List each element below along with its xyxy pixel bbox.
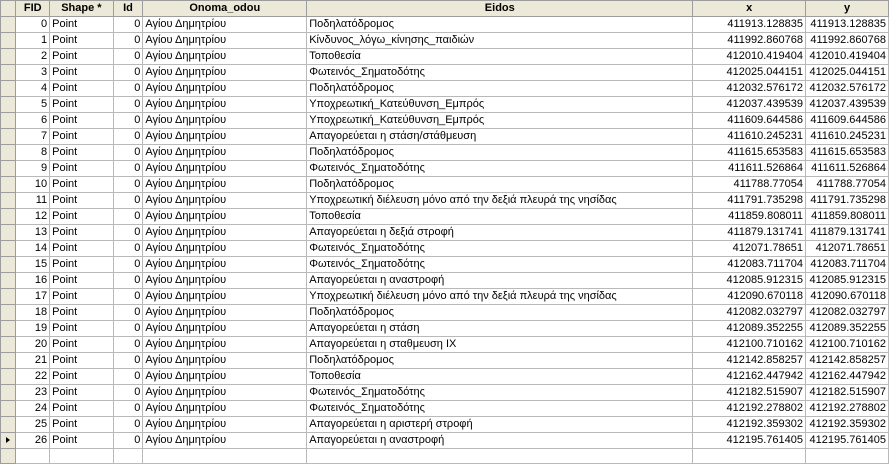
cell-shape[interactable]: Point xyxy=(50,33,114,49)
cell-eidos[interactable]: Κίνδυνος_λόγω_κίνησης_παιδιών xyxy=(307,33,693,49)
cell-shape[interactable]: Point xyxy=(50,17,114,33)
row-selector[interactable] xyxy=(1,449,16,464)
cell-y[interactable]: 412162.447942 xyxy=(806,369,889,385)
cell-x[interactable]: 411879.131741 xyxy=(693,225,806,241)
cell-x[interactable]: 412037.439539 xyxy=(693,97,806,113)
column-header-id[interactable]: Id xyxy=(113,1,143,17)
cell-shape[interactable]: Point xyxy=(50,145,114,161)
table-row[interactable] xyxy=(1,417,889,433)
cell-onoma-odou[interactable]: Αγίου Δημητρίου xyxy=(143,369,307,385)
empty-cell xyxy=(693,449,806,464)
row-selector[interactable] xyxy=(1,145,16,161)
cell-onoma-odou[interactable]: Αγίου Δημητρίου xyxy=(143,145,307,161)
row-selector[interactable] xyxy=(1,161,16,177)
row-selector[interactable] xyxy=(1,17,16,33)
cell-x[interactable]: 412085.912315 xyxy=(693,273,806,289)
row-selector[interactable] xyxy=(1,321,16,337)
table-row[interactable] xyxy=(1,401,889,417)
row-selector[interactable] xyxy=(1,33,16,49)
table-row[interactable] xyxy=(1,97,889,113)
cell-x[interactable]: 412100.710162 xyxy=(693,337,806,353)
cell-fid[interactable]: 9 xyxy=(16,161,50,177)
cell-y[interactable]: 412082.032797 xyxy=(806,305,889,321)
cell-y[interactable]: 412083.711704 xyxy=(806,257,889,273)
cell-id[interactable]: 0 xyxy=(113,401,143,417)
cell-onoma-odou[interactable]: Αγίου Δημητρίου xyxy=(143,353,307,369)
cell-eidos[interactable]: Ποδηλατόδρομος xyxy=(307,177,693,193)
cell-x[interactable]: 412192.359302 xyxy=(693,417,806,433)
cell-eidos[interactable]: Υποχρεωτική διέλευση μόνο από την δεξιά πλευρά της νησίδας xyxy=(307,289,693,305)
cell-shape[interactable]: Point xyxy=(50,433,114,449)
row-selector[interactable] xyxy=(1,177,16,193)
cell-fid[interactable]: 8 xyxy=(16,145,50,161)
cell-y[interactable]: 411788.77054 xyxy=(806,177,889,193)
cell-fid[interactable]: 21 xyxy=(16,353,50,369)
cell-eidos[interactable]: Ποδηλατόδρομος xyxy=(307,145,693,161)
cell-onoma-odou[interactable]: Αγίου Δημητρίου xyxy=(143,97,307,113)
cell-y[interactable]: 411610.245231 xyxy=(806,129,889,145)
cell-x[interactable]: 412162.447942 xyxy=(693,369,806,385)
cell-shape[interactable]: Point xyxy=(50,177,114,193)
cell-x[interactable]: 411609.644586 xyxy=(693,113,806,129)
cell-y[interactable]: 411992.860768 xyxy=(806,33,889,49)
cell-onoma-odou[interactable]: Αγίου Δημητρίου xyxy=(143,273,307,289)
cell-fid[interactable]: 11 xyxy=(16,193,50,209)
empty-cell xyxy=(16,449,50,464)
cell-y[interactable]: 412010.419404 xyxy=(806,49,889,65)
cell-x[interactable]: 412083.711704 xyxy=(693,257,806,273)
cell-shape[interactable]: Point xyxy=(50,97,114,113)
cell-eidos[interactable]: Τοποθεσία xyxy=(307,369,693,385)
cell-onoma-odou[interactable]: Αγίου Δημητρίου xyxy=(143,65,307,81)
empty-cell xyxy=(307,449,693,464)
cell-y[interactable]: 411609.644586 xyxy=(806,113,889,129)
cell-fid[interactable]: 23 xyxy=(16,385,50,401)
cell-shape[interactable]: Point xyxy=(50,49,114,65)
row-selector[interactable] xyxy=(1,209,16,225)
cell-onoma-odou[interactable]: Αγίου Δημητρίου xyxy=(143,49,307,65)
cell-fid[interactable]: 14 xyxy=(16,241,50,257)
cell-x[interactable]: 411610.245231 xyxy=(693,129,806,145)
cell-fid[interactable]: 1 xyxy=(16,33,50,49)
cell-id[interactable]: 0 xyxy=(113,369,143,385)
cell-id[interactable]: 0 xyxy=(113,385,143,401)
cell-onoma-odou[interactable]: Αγίου Δημητρίου xyxy=(143,241,307,257)
cell-id[interactable]: 0 xyxy=(113,305,143,321)
cell-fid[interactable]: 6 xyxy=(16,113,50,129)
cell-eidos[interactable]: Υποχρεωτική_Κατεύθυνση_Εμπρός xyxy=(307,113,693,129)
column-header-shape[interactable]: Shape * xyxy=(50,1,114,17)
column-header-onoma-odou[interactable]: Onoma_odou xyxy=(143,1,307,17)
cell-fid[interactable]: 0 xyxy=(16,17,50,33)
cell-id[interactable]: 0 xyxy=(113,241,143,257)
row-selector[interactable] xyxy=(1,81,16,97)
cell-eidos[interactable]: Ποδηλατόδρομος xyxy=(307,81,693,97)
cell-id[interactable]: 0 xyxy=(113,353,143,369)
empty-row xyxy=(1,449,889,464)
row-selector[interactable] xyxy=(1,417,16,433)
cell-fid[interactable]: 13 xyxy=(16,225,50,241)
table-row[interactable] xyxy=(1,33,889,49)
cell-eidos[interactable]: Ποδηλατόδρομος xyxy=(307,305,693,321)
cell-onoma-odou[interactable]: Αγίου Δημητρίου xyxy=(143,81,307,97)
cell-eidos[interactable]: Φωτεινός_Σηματοδότης xyxy=(307,401,693,417)
current-row-marker-icon xyxy=(6,437,10,443)
cell-y[interactable]: 412182.515907 xyxy=(806,385,889,401)
cell-fid[interactable]: 25 xyxy=(16,417,50,433)
cell-eidos[interactable]: Φωτεινός_Σηματοδότης xyxy=(307,161,693,177)
cell-shape[interactable]: Point xyxy=(50,369,114,385)
row-selector[interactable] xyxy=(1,305,16,321)
cell-fid[interactable]: 2 xyxy=(16,49,50,65)
cell-onoma-odou[interactable]: Αγίου Δημητρίου xyxy=(143,113,307,129)
cell-x[interactable]: 412082.032797 xyxy=(693,305,806,321)
cell-id[interactable]: 0 xyxy=(113,289,143,305)
cell-x[interactable]: 411791.735298 xyxy=(693,193,806,209)
cell-onoma-odou[interactable]: Αγίου Δημητρίου xyxy=(143,401,307,417)
cell-id[interactable]: 0 xyxy=(113,113,143,129)
cell-x[interactable]: 412182.515907 xyxy=(693,385,806,401)
cell-fid[interactable]: 24 xyxy=(16,401,50,417)
row-selector[interactable] xyxy=(1,353,16,369)
table-row[interactable] xyxy=(1,193,889,209)
row-selector[interactable] xyxy=(1,369,16,385)
table-row[interactable] xyxy=(1,81,889,97)
table-row[interactable] xyxy=(1,113,889,129)
row-selector[interactable] xyxy=(1,225,16,241)
cell-id[interactable]: 0 xyxy=(113,321,143,337)
cell-shape[interactable]: Point xyxy=(50,257,114,273)
table-header-row xyxy=(1,1,889,17)
cell-id[interactable]: 0 xyxy=(113,257,143,273)
cell-x[interactable]: 411615.653583 xyxy=(693,145,806,161)
table-row[interactable] xyxy=(1,209,889,225)
row-selector[interactable] xyxy=(1,273,16,289)
cell-shape[interactable]: Point xyxy=(50,273,114,289)
cell-shape[interactable]: Point xyxy=(50,353,114,369)
cell-onoma-odou[interactable]: Αγίου Δημητρίου xyxy=(143,417,307,433)
cell-onoma-odou[interactable]: Αγίου Δημητρίου xyxy=(143,177,307,193)
cell-fid[interactable]: 17 xyxy=(16,289,50,305)
cell-x[interactable]: 412071.78651 xyxy=(693,241,806,257)
cell-eidos[interactable]: Απαγορεύεται η στάση xyxy=(307,321,693,337)
row-selector[interactable] xyxy=(1,193,16,209)
cell-x[interactable]: 411788.77054 xyxy=(693,177,806,193)
cell-onoma-odou[interactable]: Αγίου Δημητρίου xyxy=(143,289,307,305)
cell-onoma-odou[interactable]: Αγίου Δημητρίου xyxy=(143,257,307,273)
cell-onoma-odou[interactable]: Αγίου Δημητρίου xyxy=(143,161,307,177)
empty-cell xyxy=(143,449,307,464)
cell-onoma-odou[interactable]: Αγίου Δημητρίου xyxy=(143,209,307,225)
cell-id[interactable]: 0 xyxy=(113,209,143,225)
cell-y[interactable]: 411611.526864 xyxy=(806,161,889,177)
cell-shape[interactable]: Point xyxy=(50,417,114,433)
table-row[interactable] xyxy=(1,257,889,273)
empty-cell xyxy=(50,449,114,464)
cell-y[interactable]: 411913.128835 xyxy=(806,17,889,33)
cell-eidos[interactable]: Φωτεινός_Σηματοδότης xyxy=(307,257,693,273)
cell-onoma-odou[interactable]: Αγίου Δημητρίου xyxy=(143,129,307,145)
cell-eidos[interactable]: Φωτεινός_Σηματοδότης xyxy=(307,65,693,81)
cell-y[interactable]: 412025.044151 xyxy=(806,65,889,81)
cell-fid[interactable]: 20 xyxy=(16,337,50,353)
cell-eidos[interactable]: Ποδηλατόδρομος xyxy=(307,353,693,369)
table-row[interactable] xyxy=(1,369,889,385)
cell-eidos[interactable]: Φωτεινός_Σηματοδότης xyxy=(307,385,693,401)
cell-eidos[interactable]: Απαγορεύεται η αριστερή στροφή xyxy=(307,417,693,433)
cell-id[interactable]: 0 xyxy=(113,225,143,241)
cell-y[interactable]: 412195.761405 xyxy=(806,433,889,449)
cell-eidos[interactable]: Απαγορεύεται η δεξιά στροφή xyxy=(307,225,693,241)
table-row[interactable] xyxy=(1,321,889,337)
cell-shape[interactable]: Point xyxy=(50,241,114,257)
column-header-x[interactable]: x xyxy=(693,1,806,17)
cell-y[interactable]: 412089.352255 xyxy=(806,321,889,337)
cell-shape[interactable]: Point xyxy=(50,113,114,129)
table-row[interactable] xyxy=(1,353,889,369)
cell-id[interactable]: 0 xyxy=(113,417,143,433)
cell-id[interactable]: 0 xyxy=(113,273,143,289)
cell-id[interactable]: 0 xyxy=(113,97,143,113)
cell-x[interactable]: 412025.044151 xyxy=(693,65,806,81)
row-selector[interactable] xyxy=(1,65,16,81)
cell-shape[interactable]: Point xyxy=(50,401,114,417)
cell-fid[interactable]: 7 xyxy=(16,129,50,145)
table-row[interactable] xyxy=(1,145,889,161)
cell-onoma-odou[interactable]: Αγίου Δημητρίου xyxy=(143,305,307,321)
cell-onoma-odou[interactable]: Αγίου Δημητρίου xyxy=(143,17,307,33)
table-row[interactable] xyxy=(1,241,889,257)
table-row[interactable] xyxy=(1,225,889,241)
cell-eidos[interactable]: Απαγορεύεται η αναστροφή xyxy=(307,273,693,289)
table-row[interactable] xyxy=(1,49,889,65)
cell-y[interactable]: 412192.359302 xyxy=(806,417,889,433)
cell-x[interactable]: 412195.761405 xyxy=(693,433,806,449)
cell-onoma-odou[interactable]: Αγίου Δημητρίου xyxy=(143,337,307,353)
cell-id[interactable]: 0 xyxy=(113,81,143,97)
cell-eidos[interactable]: Απαγορεύεται η αναστροφή xyxy=(307,433,693,449)
cell-shape[interactable]: Point xyxy=(50,81,114,97)
cell-shape[interactable]: Point xyxy=(50,209,114,225)
cell-shape[interactable]: Point xyxy=(50,225,114,241)
table-row[interactable] xyxy=(1,161,889,177)
row-selector[interactable] xyxy=(1,289,16,305)
cell-fid[interactable]: 16 xyxy=(16,273,50,289)
cell-y[interactable]: 411859.808011 xyxy=(806,209,889,225)
empty-cell xyxy=(113,449,143,464)
cell-x[interactable]: 411992.860768 xyxy=(693,33,806,49)
cell-y[interactable]: 411879.131741 xyxy=(806,225,889,241)
row-selector[interactable] xyxy=(1,129,16,145)
cell-fid[interactable]: 12 xyxy=(16,209,50,225)
cell-shape[interactable]: Point xyxy=(50,337,114,353)
table-row[interactable] xyxy=(1,177,889,193)
cell-id[interactable]: 0 xyxy=(113,129,143,145)
cell-fid[interactable]: 18 xyxy=(16,305,50,321)
cell-y[interactable]: 412037.439539 xyxy=(806,97,889,113)
column-header-y[interactable]: y xyxy=(806,1,889,17)
cell-id[interactable]: 0 xyxy=(113,65,143,81)
cell-onoma-odou[interactable]: Αγίου Δημητρίου xyxy=(143,385,307,401)
cell-fid[interactable]: 26 xyxy=(16,433,50,449)
cell-eidos[interactable]: Τοποθεσία xyxy=(307,49,693,65)
row-selector[interactable] xyxy=(1,385,16,401)
cell-x[interactable]: 412142.858257 xyxy=(693,353,806,369)
table-row[interactable] xyxy=(1,273,889,289)
cell-id[interactable]: 0 xyxy=(113,193,143,209)
table-row[interactable] xyxy=(1,289,889,305)
cell-onoma-odou[interactable]: Αγίου Δημητρίου xyxy=(143,193,307,209)
cell-shape[interactable]: Point xyxy=(50,193,114,209)
cell-fid[interactable]: 3 xyxy=(16,65,50,81)
row-selector[interactable] xyxy=(1,49,16,65)
cell-shape[interactable]: Point xyxy=(50,65,114,81)
cell-y[interactable]: 412032.576172 xyxy=(806,81,889,97)
row-selector[interactable] xyxy=(1,257,16,273)
table-row[interactable] xyxy=(1,305,889,321)
cell-onoma-odou[interactable]: Αγίου Δημητρίου xyxy=(143,33,307,49)
cell-shape[interactable]: Point xyxy=(50,321,114,337)
table-row[interactable] xyxy=(1,337,889,353)
cell-y[interactable]: 412071.78651 xyxy=(806,241,889,257)
cell-x[interactable]: 412192.278802 xyxy=(693,401,806,417)
column-header-fid[interactable]: FID xyxy=(16,1,50,17)
row-selector[interactable] xyxy=(1,401,16,417)
cell-x[interactable]: 412090.670118 xyxy=(693,289,806,305)
cell-y[interactable]: 412142.858257 xyxy=(806,353,889,369)
cell-id[interactable]: 0 xyxy=(113,17,143,33)
cell-fid[interactable]: 4 xyxy=(16,81,50,97)
cell-x[interactable]: 412032.576172 xyxy=(693,81,806,97)
cell-eidos[interactable]: Ποδηλατόδρομος xyxy=(307,17,693,33)
cell-y[interactable]: 412100.710162 xyxy=(806,337,889,353)
cell-id[interactable]: 0 xyxy=(113,145,143,161)
cell-onoma-odou[interactable]: Αγίου Δημητρίου xyxy=(143,225,307,241)
cell-onoma-odou[interactable]: Αγίου Δημητρίου xyxy=(143,433,307,449)
cell-fid[interactable]: 15 xyxy=(16,257,50,273)
cell-y[interactable]: 411791.735298 xyxy=(806,193,889,209)
cell-eidos[interactable]: Απαγορεύεται η σταθμευση ΙΧ xyxy=(307,337,693,353)
cell-id[interactable]: 0 xyxy=(113,433,143,449)
cell-eidos[interactable]: Υποχρεωτική διέλευση μόνο από την δεξιά πλευρά της νησίδας xyxy=(307,193,693,209)
cell-shape[interactable]: Point xyxy=(50,305,114,321)
cell-x[interactable]: 411859.808011 xyxy=(693,209,806,225)
cell-eidos[interactable]: Υποχρεωτική_Κατεύθυνση_Εμπρός xyxy=(307,97,693,113)
cell-id[interactable]: 0 xyxy=(113,337,143,353)
table-row[interactable] xyxy=(1,17,889,33)
cell-x[interactable]: 411611.526864 xyxy=(693,161,806,177)
table-row[interactable] xyxy=(1,433,889,449)
table-body xyxy=(1,17,889,464)
row-selector[interactable] xyxy=(1,97,16,113)
cell-onoma-odou[interactable]: Αγίου Δημητρίου xyxy=(143,321,307,337)
row-selector[interactable] xyxy=(1,241,16,257)
cell-x[interactable]: 412089.352255 xyxy=(693,321,806,337)
cell-fid[interactable]: 22 xyxy=(16,369,50,385)
cell-fid[interactable]: 10 xyxy=(16,177,50,193)
cell-shape[interactable]: Point xyxy=(50,129,114,145)
cell-y[interactable]: 412085.912315 xyxy=(806,273,889,289)
cell-fid[interactable]: 5 xyxy=(16,97,50,113)
cell-x[interactable]: 412010.419404 xyxy=(693,49,806,65)
cell-shape[interactable]: Point xyxy=(50,161,114,177)
cell-y[interactable]: 412090.670118 xyxy=(806,289,889,305)
cell-eidos[interactable]: Απαγορεύεται η στάση/στάθμευση xyxy=(307,129,693,145)
cell-eidos[interactable]: Τοποθεσία xyxy=(307,209,693,225)
cell-x[interactable]: 411913.128835 xyxy=(693,17,806,33)
table-row[interactable] xyxy=(1,129,889,145)
cell-id[interactable]: 0 xyxy=(113,177,143,193)
cell-y[interactable]: 412192.278802 xyxy=(806,401,889,417)
cell-y[interactable]: 411615.653583 xyxy=(806,145,889,161)
cell-id[interactable]: 0 xyxy=(113,161,143,177)
table-row[interactable] xyxy=(1,385,889,401)
cell-id[interactable]: 0 xyxy=(113,33,143,49)
cell-id[interactable]: 0 xyxy=(113,49,143,65)
cell-shape[interactable]: Point xyxy=(50,289,114,305)
row-selector[interactable] xyxy=(1,113,16,129)
row-selector[interactable] xyxy=(1,337,16,353)
column-header-eidos[interactable]: Eidos xyxy=(307,1,693,17)
cell-fid[interactable]: 19 xyxy=(16,321,50,337)
row-selector[interactable] xyxy=(1,433,16,449)
empty-cell xyxy=(806,449,889,464)
cell-shape[interactable]: Point xyxy=(50,385,114,401)
select-all-corner[interactable] xyxy=(1,1,16,17)
table-row[interactable] xyxy=(1,65,889,81)
cell-eidos[interactable]: Φωτεινός_Σηματοδότης xyxy=(307,241,693,257)
